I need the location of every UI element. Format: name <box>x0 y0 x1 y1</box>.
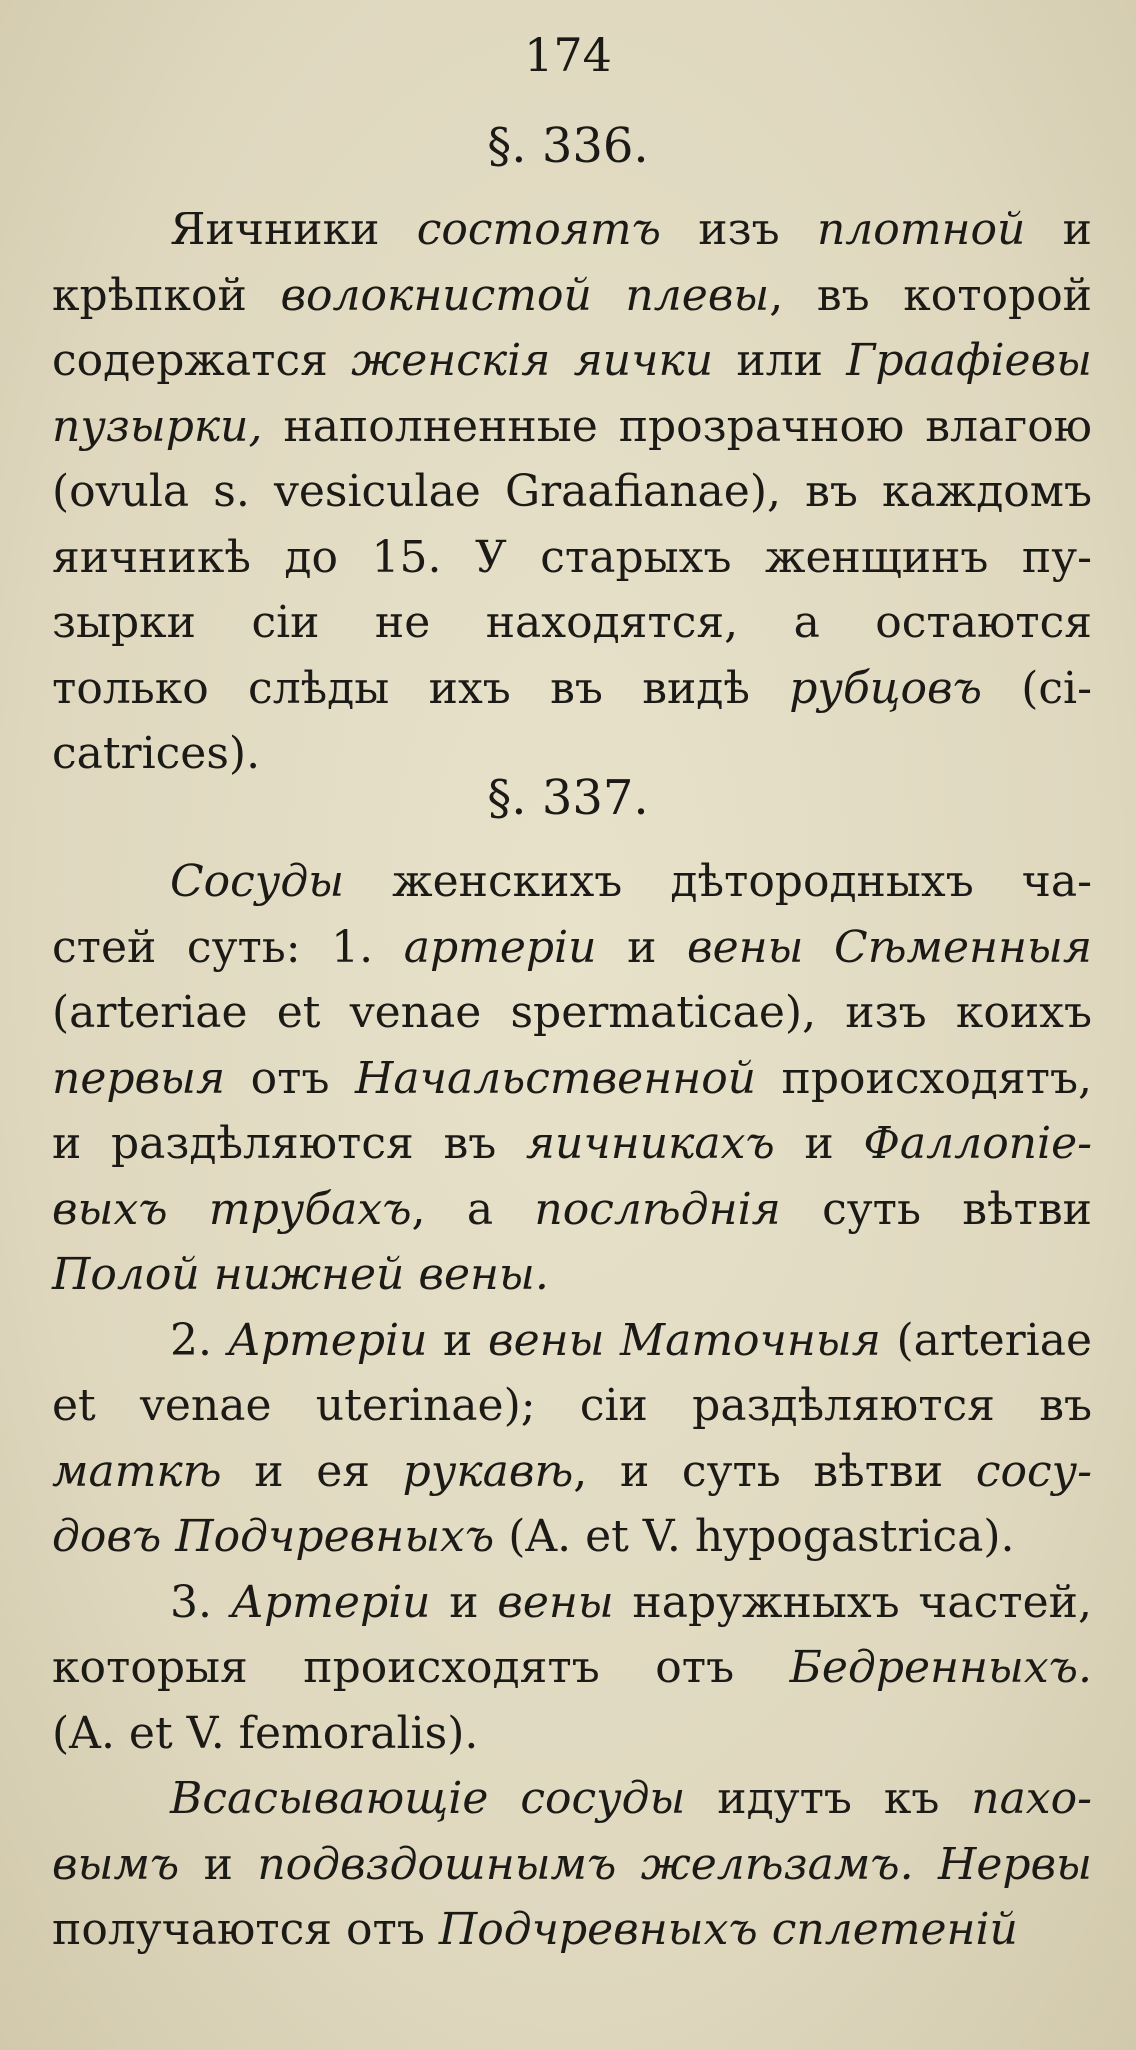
text-run: , а <box>411 1184 535 1235</box>
italic-term: выхъ трубахъ <box>52 1184 412 1235</box>
text-run: и <box>430 1577 498 1628</box>
text-run: и раздѣляются въ <box>52 1118 526 1169</box>
text-run: и <box>179 1839 258 1890</box>
italic-term: рукавѣ <box>402 1446 574 1497</box>
text-run: содержатся <box>52 335 352 386</box>
italic-term: сосу- <box>975 1446 1092 1497</box>
text-line <box>170 1573 1092 1633</box>
text-run: или <box>713 335 847 386</box>
italic-term: Подчревныхъ сплетеній <box>438 1904 1018 1955</box>
text-run: идутъ къ <box>685 1773 972 1824</box>
italic-term: вымъ <box>52 1839 180 1890</box>
text-run: , и суть вѣтви <box>573 1446 976 1497</box>
text-line <box>170 852 1092 912</box>
text-line <box>170 200 1092 260</box>
text-line <box>52 331 1092 391</box>
text-run: женскихъ дѣтородныхъ ча- <box>344 856 1092 907</box>
italic-term: артеріи <box>403 922 597 973</box>
text-line <box>52 983 1092 1043</box>
text-line <box>170 1311 1092 1371</box>
italic-term: женскія яички <box>351 335 714 386</box>
text-run: и <box>596 922 687 973</box>
italic-term: довъ Подчревныхъ <box>52 1511 495 1562</box>
text-line <box>52 1180 1092 1240</box>
italic-term: Артеріи <box>230 1577 431 1628</box>
italic-term: Фаллопіе- <box>863 1118 1092 1169</box>
text-run: и <box>774 1118 864 1169</box>
text-line <box>52 1442 1092 1502</box>
text-run: 3. <box>170 1577 231 1628</box>
text-run: et venae uterinae); сіи раздѣляются въ <box>52 1380 1092 1431</box>
italic-term: рубцовъ <box>789 663 982 714</box>
italic-term: послѣднія <box>534 1184 781 1235</box>
italic-term: Граафіевы <box>846 335 1093 386</box>
italic-term: Всасывающіе сосуды <box>170 1773 686 1824</box>
text-run: суть вѣтви <box>780 1184 1092 1235</box>
text-line <box>52 1900 1092 1960</box>
text-run: происходятъ, <box>756 1053 1092 1104</box>
text-run: , въ которой <box>769 270 1093 321</box>
italic-term: Бедренныхъ. <box>789 1642 1092 1693</box>
italic-term: маткѣ <box>52 1446 222 1497</box>
italic-term: Сосуды <box>170 856 345 907</box>
italic-term: подвздошнымъ желѣзамъ. Нервы <box>257 1839 1092 1890</box>
text-run: изъ <box>660 204 817 255</box>
text-line <box>52 1704 1092 1764</box>
text-line <box>52 1245 1092 1305</box>
text-line <box>52 1376 1092 1436</box>
italic-term: плотной <box>816 204 1026 255</box>
italic-term: волокнистой плевы <box>280 270 770 321</box>
text-run: и <box>1025 204 1093 255</box>
text-run: получаются отъ <box>52 1904 439 1955</box>
text-line <box>52 1638 1092 1698</box>
text-line <box>52 1114 1092 1174</box>
section-heading: §. 337. <box>487 770 649 826</box>
text-line <box>52 397 1092 457</box>
text-run: стей суть: 1. <box>52 922 404 973</box>
text-run: наполненные прозрачною влагою <box>262 401 1092 452</box>
text-line <box>52 266 1092 326</box>
italic-term: состоятъ <box>416 204 661 255</box>
text-run: (A. et V. hypogastrica). <box>494 1511 1015 1562</box>
italic-term: яичникахъ <box>525 1118 775 1169</box>
italic-term: пахо- <box>971 1773 1092 1824</box>
text-run: (arteriae et venae spermaticae), изъ коихъ <box>52 987 1092 1038</box>
italic-term: Полой нижней вены. <box>52 1249 549 1300</box>
text-run: и <box>427 1315 488 1366</box>
italic-term: вены Маточныя <box>487 1315 881 1366</box>
text-run: яичникѣ до 15. У старыхъ женщинъ пу- <box>52 532 1092 583</box>
section-heading: §. 336. <box>487 118 649 174</box>
text-run: отъ <box>225 1053 356 1104</box>
italic-term: Артеріи <box>227 1315 428 1366</box>
page-number: 174 <box>524 28 612 82</box>
text-run: Яичники <box>170 204 417 255</box>
text-run: catrices). <box>52 728 261 779</box>
text-run: (ci- <box>981 663 1092 714</box>
text-run: зырки сіи не находятся, а остаются <box>52 597 1092 648</box>
text-line <box>52 1835 1092 1895</box>
text-run: только слѣды ихъ въ видѣ <box>52 663 790 714</box>
text-line <box>52 659 1092 719</box>
text-run: (arteriae <box>880 1315 1093 1366</box>
text-line <box>52 918 1092 978</box>
text-run: (ovula s. vesiculae Graafianae), въ каждомъ <box>52 466 1092 517</box>
italic-term: Начальственной <box>355 1053 757 1104</box>
text-line <box>170 1769 1092 1829</box>
text-line <box>52 593 1092 653</box>
text-run: (A. et V. femoralis). <box>52 1708 479 1759</box>
text-line <box>52 1049 1092 1109</box>
text-run: наружныхъ частей, <box>613 1577 1092 1628</box>
italic-term: вены Сѣменныя <box>686 922 1092 973</box>
text-run: и ея <box>221 1446 403 1497</box>
text-run: крѣпкой <box>52 270 281 321</box>
text-line <box>52 528 1092 588</box>
italic-term: вены <box>497 1577 614 1628</box>
text-run: которыя происходятъ отъ <box>52 1642 790 1693</box>
italic-term: пузырки, <box>52 401 263 452</box>
text-line <box>52 1507 1092 1567</box>
text-run: 2. <box>170 1315 228 1366</box>
italic-term: первыя <box>52 1053 226 1104</box>
text-line <box>52 462 1092 522</box>
